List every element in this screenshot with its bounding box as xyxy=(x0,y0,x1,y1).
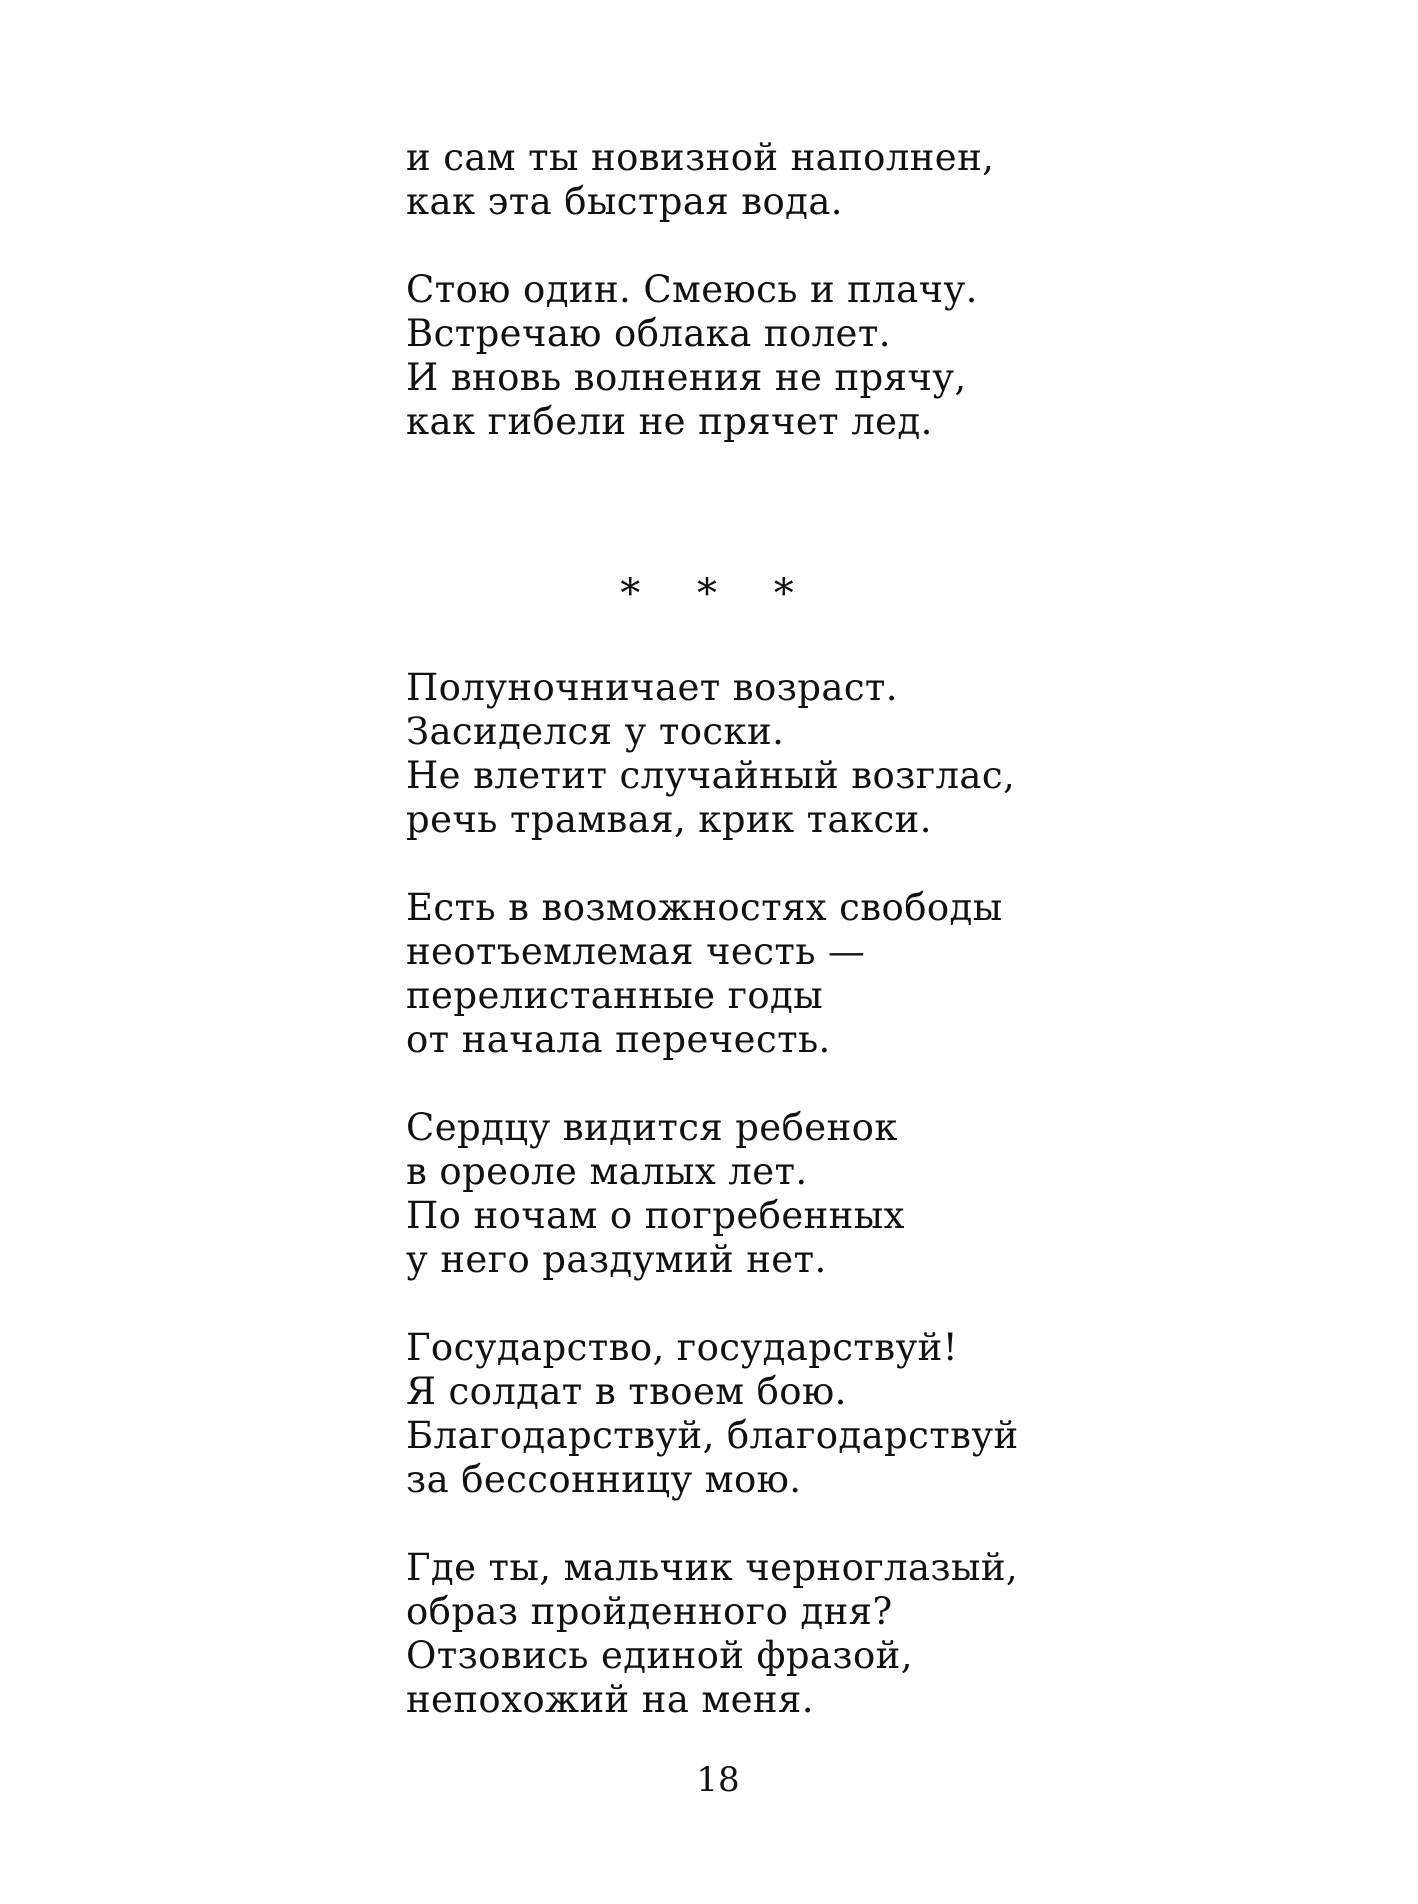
stanza-gap xyxy=(406,1282,1046,1326)
section-separator: * * * xyxy=(620,571,816,617)
poem-line: как гибели не прячет лед. xyxy=(406,400,933,443)
poem-line: за бессонницу мою. xyxy=(406,1458,802,1501)
poem-line: как эта быстрая вода. xyxy=(406,180,843,223)
poem-main xyxy=(406,666,1046,1722)
poem-line: от начала перечесть. xyxy=(406,1018,831,1061)
poem-line: И вновь волнения не прячу, xyxy=(406,356,967,399)
poem-line: непохожий на меня. xyxy=(406,1678,814,1721)
stanza xyxy=(406,1326,1046,1502)
stanza xyxy=(406,1106,1046,1282)
poem-line: Полуночничает возраст. xyxy=(406,666,898,709)
poem-line: в ореоле малых лет. xyxy=(406,1150,808,1193)
stanza xyxy=(406,1546,1046,1722)
stanza xyxy=(406,666,1046,842)
poem-line: у него раздумий нет. xyxy=(406,1238,827,1281)
poem-line: Благодарствуй, благодарствуй xyxy=(406,1414,1019,1457)
poem-line: Сердцу видится ребенок xyxy=(406,1106,898,1149)
poem-line: Есть в возможностях свободы xyxy=(406,886,1003,929)
poem-line: речь трамвая, крик такси. xyxy=(406,798,932,841)
poem-line: и сам ты новизной наполнен, xyxy=(406,136,995,179)
poem-line: Я солдат в твоем бою. xyxy=(406,1370,847,1413)
stanza-gap xyxy=(406,1502,1046,1546)
poem-line: образ пройденного дня? xyxy=(406,1590,893,1633)
stanza-gap xyxy=(406,224,1046,268)
poem-line: Стою один. Смеюсь и плачу. xyxy=(406,268,978,311)
poem-line: Не влетит случайный возглас, xyxy=(406,754,1016,797)
poem-line: Государство, государствуй! xyxy=(406,1326,959,1369)
stanza xyxy=(406,268,1046,444)
poem-fragment-top xyxy=(406,136,1046,444)
poem-line: Засиделся у тоски. xyxy=(406,710,785,753)
poem-line: По ночам о погребенных xyxy=(406,1194,905,1237)
poem-line: Отзовись единой фразой, xyxy=(406,1634,913,1677)
poem-line: Где ты, мальчик черноглазый, xyxy=(406,1546,1019,1589)
poem-line: неотъемлемая честь — xyxy=(406,930,866,973)
stanza xyxy=(406,886,1046,1062)
page-number: 18 xyxy=(696,1760,740,1800)
stanza xyxy=(406,136,1046,224)
poem-line: перелистанные годы xyxy=(406,974,824,1017)
stanza-gap xyxy=(406,842,1046,886)
stanza-gap xyxy=(406,1062,1046,1106)
poem-line: Встречаю облака полет. xyxy=(406,312,891,355)
